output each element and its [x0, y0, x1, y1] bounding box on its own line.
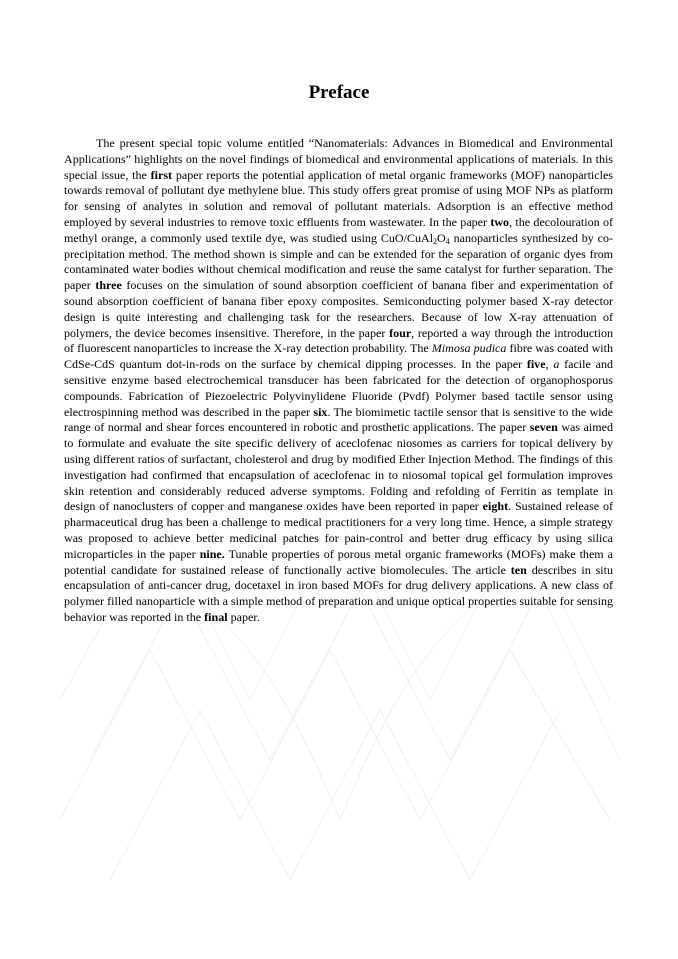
paper-ref-ten: ten	[510, 562, 527, 577]
subscript: 4	[445, 236, 450, 246]
text-segment: paper.	[227, 609, 260, 624]
text-segment: was aimed to formulate and evaluate the site specific delivery of aceclofenac niosomes as carriers for topical delivery by using different ratios of surfactant, cholesterol and drug by modified Ether Injection Method. The findings of this investigation had confirmed that encapsulation of aceclofenac in to niosomal topical gel formulation improves skin retention and considerably reduced adverse symptoms. Folding and refolding of Ferritin as template in design of nanoclusters of copper and manganese oxides have been reported in paper	[64, 420, 613, 514]
text-segment: fibre was coated with CdSe-CdS quantum dot-in-rods on the surface by chemical dipping processes. In the paper	[64, 341, 613, 372]
paper-ref-nine: nine.	[199, 546, 225, 561]
paper-ref-three: three	[95, 278, 122, 293]
text-segment: O	[437, 230, 446, 245]
text-segment: nanoparticles synthesized by co-precipitation method. The method shown is simple and can be extended for the separation of organic dyes from contaminated water bodies without chemical modification and reuse the same catalyst for further separation. The paper	[64, 230, 613, 293]
paper-ref-six: six	[313, 404, 328, 419]
paper-ref-first: first	[150, 167, 173, 182]
paper-ref-eight: eight	[482, 499, 509, 514]
text-segment: facile and sensitive enzyme based electrochemical transducer has been fabricated for the detection of organophosporus compounds. Fabrication of Piezoelectric Polyvinylidene Fluoride (Pvdf) Polymer based tactile sensor using electrospinning method was described in the paper	[64, 357, 613, 419]
text-segment: focuses on the simulation of sound absorption coefficient of banana fiber and experimentation of sound absorption coefficient of banana fiber epoxy composites. Semiconducting polymer based X-ray detector design is quite interesting and challenging task for the researchers. Because of low X-ray attenuation of polymers, the device becomes insensitive. Therefore, in the paper	[64, 278, 613, 340]
paper-ref-seven: seven	[529, 420, 558, 435]
text-segment: The present special topic volume entitled “Nanomaterials: Advances in Biomedical and Environmental Applications” highlights on the novel findings of biomedical and environmental applications of materials. In this special issue, the	[64, 136, 613, 182]
paper-ref-four: four	[389, 325, 412, 340]
text-segment: describes in situ encapsulation of anti-cancer drug, docetaxel in iron based MOFs for drug delivery applications. A new class of polymer filled nanoparticle with a simple method of preparation and unique optical properties suitable for sensing behavior was reported in the	[64, 562, 613, 624]
paper-ref-two: two	[490, 214, 510, 229]
text-segment: , reported a way through the introduction of fluorescent nanoparticles to increase the X-ray detection probability. The	[64, 325, 613, 356]
text-segment: ,	[545, 357, 554, 372]
text-segment: Tunable properties of porous metal organic frameworks (MOFs) make them a potential candidate for sustained release of functionally active biomolecules. The article	[64, 546, 613, 577]
text-segment: . Sustained release of pharmaceutical drug has been a challenge to medical practitioners for a very long time. Hence, a simple strategy was proposed to achieve better medicinal patches for pain-control and better drug efficacy by using silica microparticles in the paper	[64, 499, 613, 561]
paper-ref-five: five	[526, 357, 546, 372]
text-segment: . The biomimetic tactile sensor that is sensitive to the wide range of normal and shear forces encountered in robotic and prosthetic applications. The paper	[64, 404, 613, 435]
paper-ref-final: final	[204, 609, 228, 624]
text-segment: paper reports the potential application of metal organic frameworks (MOF) nanoparticles towards removal of pollutant dye methylene blue. This study offers great promise of using MOF NPs as platform for sensing of analytes in solution and removal of pollutant materials. Adsorption is an effective method employed by several industries to remove toxic effluents from wastewater. In the paper	[64, 167, 613, 229]
italic-article: a	[553, 357, 560, 372]
text-segment: , the decolouration of methyl orange, a commonly used textile dye, was studied using CuO/CuAl	[64, 214, 613, 245]
subscript: 2	[433, 236, 438, 246]
preface-paragraph	[64, 136, 613, 626]
species-name: Mimosa pudica	[431, 341, 507, 356]
page-title: Preface	[308, 82, 370, 103]
